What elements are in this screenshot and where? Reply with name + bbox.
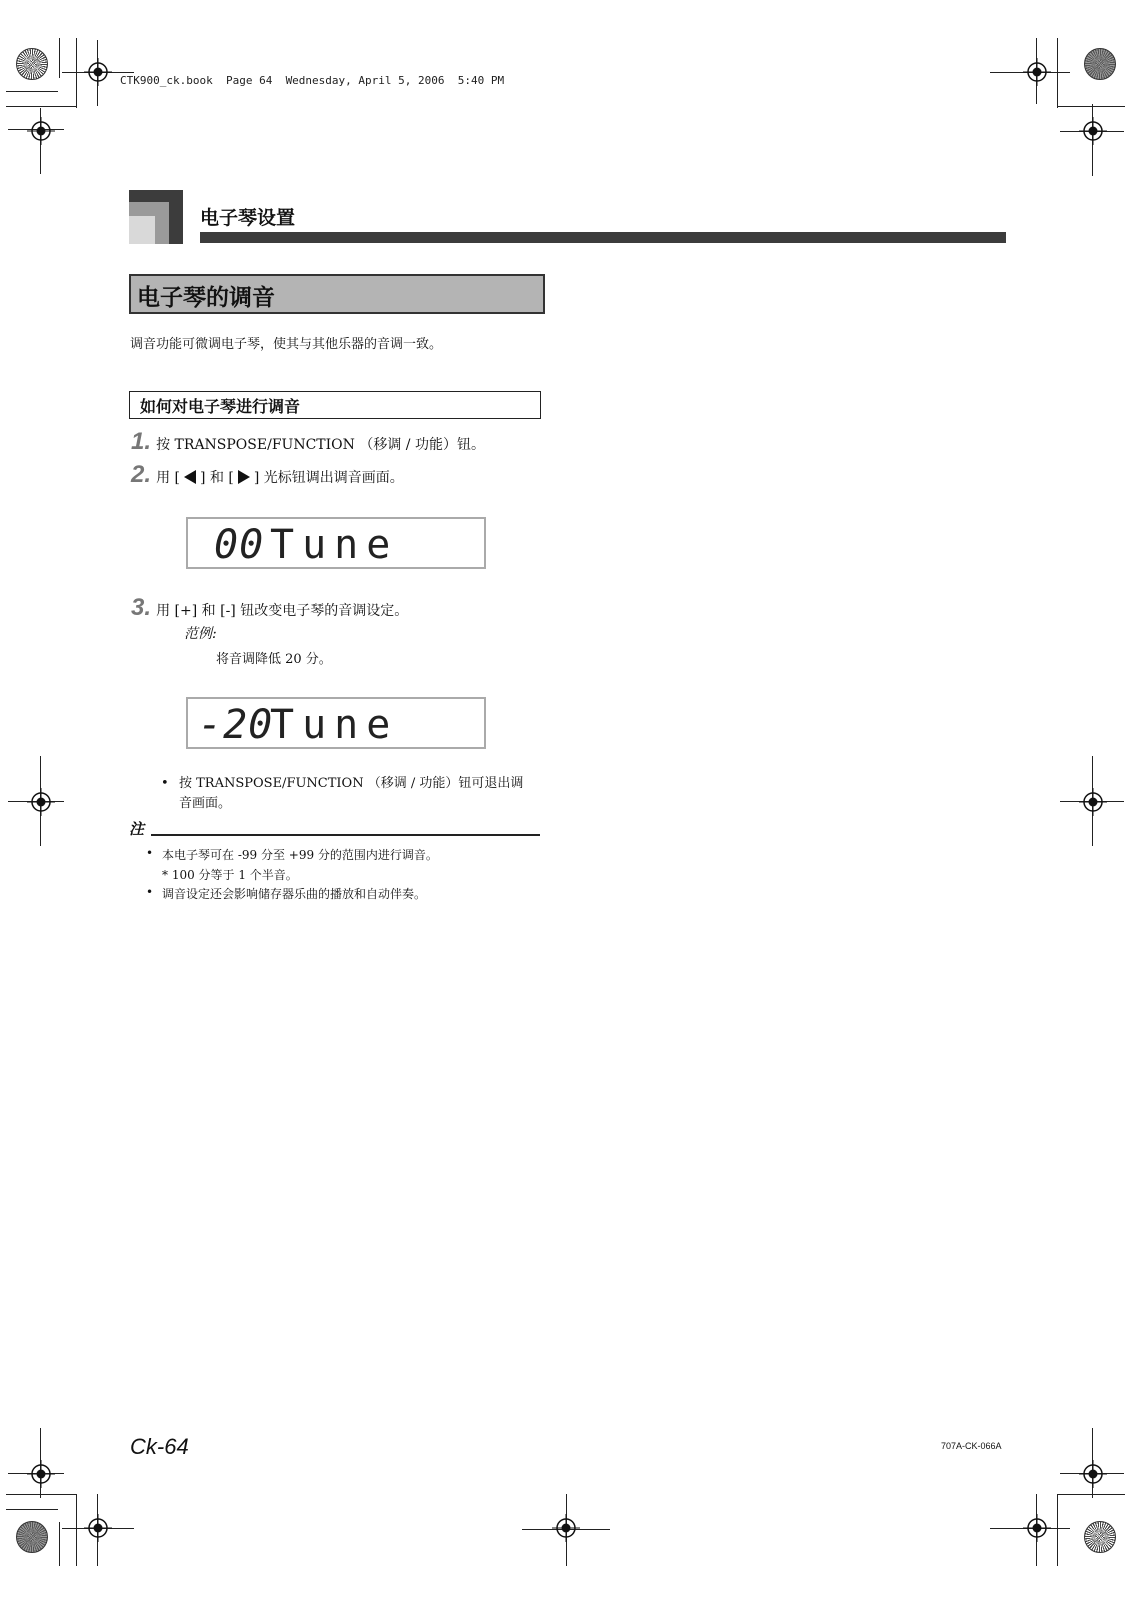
step-number: 2.: [131, 461, 152, 488]
lcd-value: -20: [198, 702, 274, 748]
step-number: 1.: [131, 428, 152, 455]
note-item: 调音设定还会影响储存器乐曲的播放和自动伴奏。: [162, 887, 427, 901]
registration-mark-icon: [27, 117, 55, 145]
document-code: 707A-CK-066A: [941, 1441, 1002, 1451]
registration-mark-icon: [1023, 58, 1051, 86]
file-header-info: CTK900_ck.book Page 64 Wednesday, April 5, 2006 5:40 PM: [120, 74, 505, 87]
note-label: 注: [129, 820, 145, 838]
step-1: [131, 428, 485, 456]
lcd-label: Tune: [270, 522, 399, 568]
page-number: Ck-64: [130, 1434, 189, 1459]
right-triangle-icon: [238, 470, 250, 484]
section-rule: [200, 232, 1006, 243]
lcd-label: Tune: [270, 702, 399, 748]
registration-mark-icon: [552, 1514, 580, 1542]
page-title: 电子琴的调音: [137, 284, 275, 311]
bullet-dot: •: [146, 846, 154, 860]
exit-line-2: 音画面。: [179, 796, 232, 811]
subsection-title: 如何对电子琴进行调音: [140, 397, 301, 416]
step-number: 3.: [131, 594, 152, 621]
registration-mark-icon: [84, 1514, 112, 1542]
registration-mark-icon: [84, 58, 112, 86]
rosette-mark-icon: [16, 1521, 48, 1553]
example-label: 范例:: [184, 626, 217, 642]
step-text-mid: ] 和 [: [200, 470, 234, 486]
exit-instruction: [179, 774, 549, 814]
step-3: [131, 594, 408, 622]
bullet-dot: •: [161, 776, 169, 791]
intro-paragraph: 调音功能可微调电子琴，使其与其他乐器的音调一致。: [130, 337, 443, 352]
step-text-after: ] 光标钮调出调音画面。: [253, 470, 404, 486]
registration-mark-icon: [27, 788, 55, 816]
lcd-display: [186, 517, 486, 569]
bullet-dot: •: [146, 885, 154, 899]
lcd-display: [186, 697, 486, 749]
note-subitem: * 100 分等于 1 个半音。: [162, 868, 298, 882]
registration-mark-icon: [27, 1460, 55, 1488]
note-item: 本电子琴可在 -99 分至 +99 分的范围内进行调音。: [162, 848, 438, 862]
section-title: 电子琴设置: [200, 207, 296, 229]
registration-mark-icon: [1079, 788, 1107, 816]
step-text: 用 [+] 和 [-] 钮改变电子琴的音调设定。: [156, 603, 409, 619]
rosette-mark-icon: [16, 48, 48, 80]
lcd-value: 00: [214, 522, 265, 568]
example-text: 将音调降低 20 分。: [216, 652, 332, 667]
step-text-before: 用 [: [156, 470, 181, 486]
rosette-mark-icon: [1084, 48, 1116, 80]
step-2: [131, 461, 404, 489]
left-triangle-icon: [184, 470, 196, 484]
section-tab-graphic: [129, 190, 183, 244]
registration-mark-icon: [1079, 1460, 1107, 1488]
rosette-mark-icon: [1084, 1521, 1116, 1553]
note-rule: [151, 834, 540, 836]
registration-mark-icon: [1023, 1514, 1051, 1542]
exit-line-1: 按 TRANSPOSE/FUNCTION （移调 / 功能）钮可退出调: [179, 776, 524, 791]
step-text: 按 TRANSPOSE/FUNCTION （移调 / 功能）钮。: [156, 437, 485, 453]
registration-mark-icon: [1079, 117, 1107, 145]
